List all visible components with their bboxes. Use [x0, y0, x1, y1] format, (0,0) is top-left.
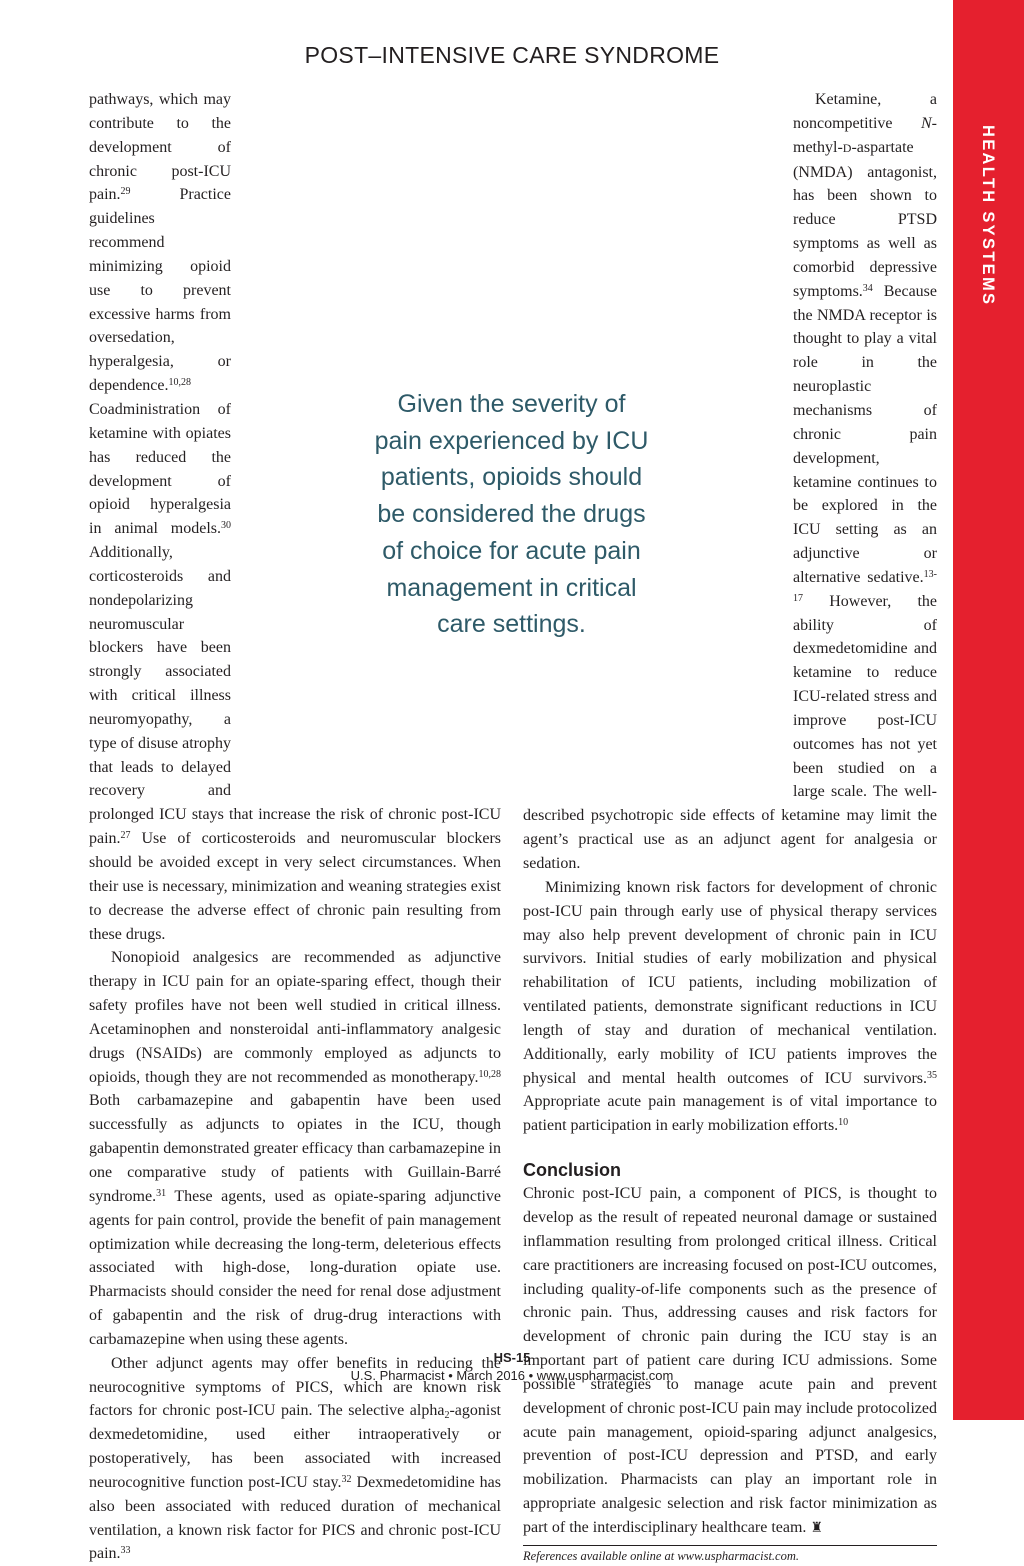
- citation: 32: [341, 1473, 352, 1485]
- citation: 27: [120, 830, 131, 842]
- citation: 13-17: [793, 568, 937, 604]
- subscript: 2: [444, 1410, 450, 1422]
- page-footer: [0, 1349, 1024, 1385]
- citation: 10: [838, 1117, 849, 1129]
- citation: 33: [120, 1545, 131, 1557]
- citation: 35: [927, 1069, 937, 1081]
- column-right: [523, 88, 937, 1565]
- end-mark-icon: ♜: [810, 1520, 823, 1536]
- citation: 29: [120, 186, 131, 198]
- column-left: [89, 88, 501, 1566]
- paragraph: Nonopioid analgesics are recommended as adjunctive therapy in ICU pain for an opiate-sparing effect, though their safety profiles have not been well studied in critical illness. Acetaminophen and nonsteroidal anti-inflammatory analgesic drugs (NSAIDs) are commonly employed as adjuncts to opioids, though they are not recommended as monotherapy.$^{10,28}$ Both carbamazepine and gabapentin have been used successfully as adjuncts to opiates in the ICU, though gabapentin demonstrated greater efficacy than carbamazepine in one comparative study of patients with Guillain-Barré syndrome.$^{31}$ These agents, used as opiate-sparing adjunctive agents for pain control, provide the benefit of pain management optimization while decreasing the long-term, deleterious effects associated with high-dose, long-duration opiate use. Pharmacists should consider the need for renal dose adjustment of gabapentin and the risk of drug-drug interactions with carbamazepine when using these agents.: [89, 949, 501, 1348]
- citation: 10,28: [478, 1068, 501, 1080]
- paragraph: pathways, which may contribute to the development of chronic post-ICU pain.$^{29}$ Practice guidelines recommend minimizing opioid use to prevent excessive harms from oversedation, hyperalgesia, or dependence.$^{10,28}$ Coadministration of ketamine with opiates has reduced the development of opioid hyperalgesia in animal models.$^{30}$ Additionally, corticosteroids and nondepolarizing neuromuscular blockers have been strongly associated with critical illness neuromyopathy, a type of disuse atrophy that leads to delayed recovery and prolonged ICU stays that increase the risk of chronic post-ICU pain.$^{27}$ Use of corticosteroids and neuromuscular blockers should be avoided except in very select circumstances. When their use is necessary, minimization and weaning strategies exist to decrease the adverse effect of chronic pain resulting from these drugs.: [89, 91, 501, 943]
- paragraph: Minimizing known risk factors for development of chronic post-ICU pain through early use of physical therapy services may also help prevent development of chronic pain in ICU survivors. Initial studies of early mobilization and physical rehabilitation of ICU patients, including mobilization of ventilated patients, demonstrate significant reductions in ICU length of stay and duration of mechanical ventilation. Additionally, early mobility of ICU patients improves the physical and mental health outcomes of ICU survivors.$^{35}$ Appropriate acute pain management is of vital importance to patient participation in early mobilization efforts.$^{10}$: [523, 878, 937, 1135]
- citation: 10,28: [168, 377, 192, 389]
- paragraph: Chronic post-ICU pain, a component of PICS, is thought to develop as the result of repeated neuronal damage or sustained inflammation resulting from prolonged critical illness. Critical care practitioners are increasing focused on post-ICU outcomes, including quality-of-life components such as the presence of chronic pain. Thus, addressing causes and risk factors for development of chronic pain during the ICU stay is an important part of patient care during ICU admissions. Some possible strategies to manage acute pain and prevent development of chronic post-ICU pain may include protocolized acute pain management, opioid-sparing adjunct analgesics, prevention of post-ICU depression and PTSD, and early mobilization. Pharmacists can play an important role in appropriate analgesic selection and risk factor minimization as part of the interdisciplinary healthcare team. ♜: [523, 1185, 937, 1536]
- page-number: HS-15: [493, 1350, 531, 1365]
- paragraph: Ketamine, a noncompetitive N-methyl-D-aspartate (NMDA) antagonist, has been shown to reduce PTSD symptoms as well as comorbid depressive symptoms.$^{34}$ Because the NMDA receptor is thought to play a vital role in the neuroplastic mechanisms of chronic pain development, ketamine continues to be explored in the ICU setting as an adjunctive or alternative sedative.$^{13-17}$ However, the ability of dexmedetomidine and ketamine to reduce ICU-related stress and improve post-ICU outcomes has not yet been studied on a large scale. The well-described psychotropic side effects of ketamine may limit the agent’s practical use as an adjunct agent for analgesia or sedation.: [523, 91, 937, 872]
- citation: 31: [156, 1187, 167, 1199]
- paragraph: Other adjunct agents may offer benefits in reducing the neurocognitive symptoms of PICS, which are known risk factors for chronic post-ICU pain. The selective alpha$_2$-agonist dexmedetomidine, used either intraoperatively or postoperatively, has been associated with increased neurocognitive function post-ICU stay.$^{32}$ Dexmedetomidine has also been associated with reduced duration of mechanical ventilation, a known risk factor for PICS and chronic post-ICU pain.$^{33}$: [89, 1354, 502, 1563]
- journal-line: U.S. Pharmacist • March 2016 • www.uspharmacist.com: [350, 1368, 674, 1383]
- running-header: POST–INTENSIVE CARE SYNDROME: [304, 42, 720, 68]
- section-heading: Conclusion: [523, 1160, 621, 1181]
- citation: 34: [862, 282, 873, 294]
- divider: [523, 1545, 937, 1546]
- side-tab-label: HEALTH SYSTEMS EDITION: [913, 125, 997, 307]
- pull-quote: Given the severity of pain experienced by ICU patients, opioids should be considered the drugs of choice for acute pain management in critical care settings.: [374, 390, 649, 639]
- references-note: References available online at www.uspharmacist.com.: [523, 1548, 799, 1563]
- citation: 30: [221, 520, 231, 532]
